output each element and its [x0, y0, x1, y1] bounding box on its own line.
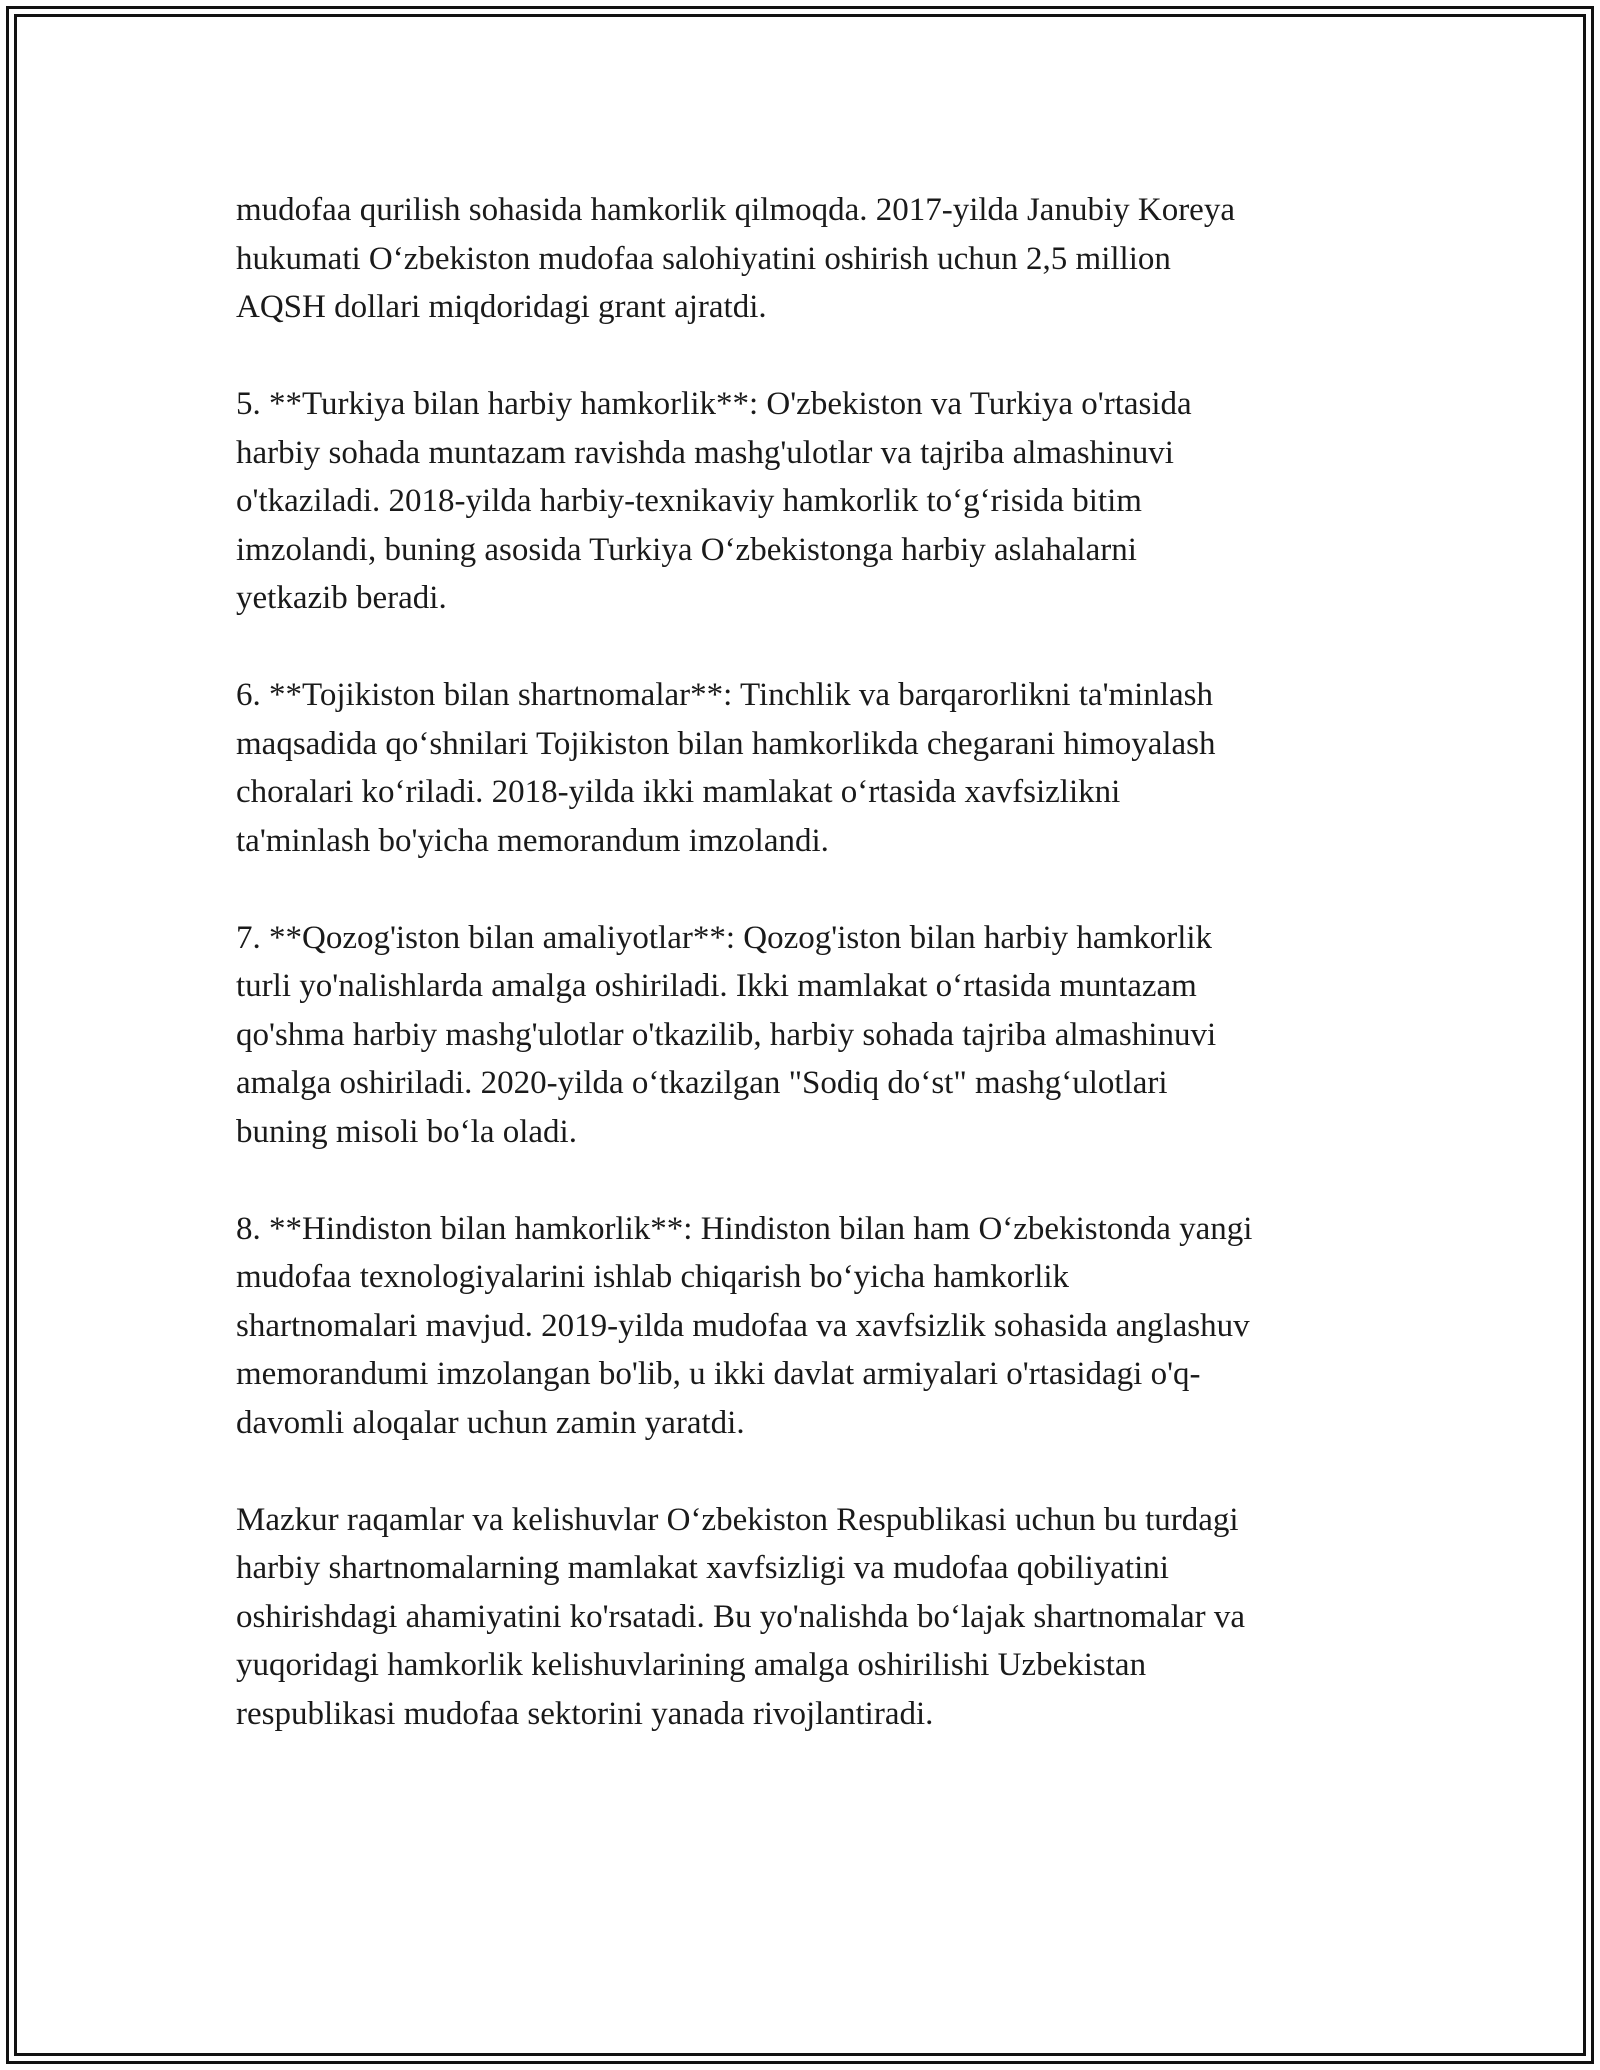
paragraph-korea-grant [236, 186, 1386, 332]
document-body [236, 186, 1386, 1787]
text-line: davomli aloqalar uchun zamin yaratdi. [236, 1404, 745, 1441]
text-line: oshirishdagi ahamiyatini ko'rsatadi. Bu yo'nalishda bo‘lajak shartnomalar va [236, 1598, 1245, 1635]
text-line: qo'shma harbiy mashg'ulotlar o'tkazilib, harbiy sohada tajriba almashinuvi [236, 1016, 1217, 1053]
text-line: turli yo'nalishlarda amalga oshiriladi. Ikki mamlakat o‘rtasida muntazam [236, 968, 1197, 1004]
text-line: buning misoli bo‘la oladi. [236, 1113, 577, 1150]
text-line: amalga oshiriladi. 2020-yilda o‘tkazilgan "Sodiq do‘st" mashg‘ulotlari [236, 1065, 1168, 1101]
paragraph-conclusion [236, 1496, 1386, 1739]
paragraph-kazakhstan [236, 914, 1386, 1157]
paragraph-tajikistan [236, 671, 1386, 865]
text-line: 7. **Qozog'iston bilan amaliyotlar**: Qozog'iston bilan harbiy hamkorlik [236, 919, 1213, 956]
text-line: harbiy sohada muntazam ravishda mashg'ulotlar va tajriba almashinuvi [236, 434, 1174, 471]
text-line: maqsadida qo‘shnilari Tojikiston bilan hamkorlikda chegarani himoyalash [236, 725, 1216, 762]
text-line: yuqoridagi hamkorlik kelishuvlarining amalga oshirilishi Uzbekistan [236, 1647, 1147, 1683]
text-line: Mazkur raqamlar va kelishuvlar O‘zbekiston Respublikasi uchun bu turdagi [236, 1501, 1239, 1538]
text-line: mudofaa texnologiyalarini ishlab chiqarish bo‘yicha hamkorlik [236, 1259, 1070, 1295]
text-line: ta'minlash bo'yicha memorandum imzolandi. [236, 822, 829, 859]
text-line: mudofaa qurilish sohasida hamkorlik qilmoqda. 2017-yilda Janubiy Koreya [236, 192, 1235, 228]
text-line: o'tkaziladi. 2018-yilda harbiy-texnikaviy hamkorlik to‘g‘risida bitim [236, 483, 1142, 519]
text-line: imzolandi, buning asosida Turkiya O‘zbekistonga harbiy aslahalarni [236, 531, 1137, 568]
text-line: hukumati O‘zbekiston mudofaa salohiyatini oshirish uchun 2,5 million [236, 240, 1171, 277]
text-line: 8. **Hindiston bilan hamkorlik**: Hindiston bilan ham O‘zbekistonda yangi [236, 1210, 1253, 1247]
text-line: choralari ko‘riladi. 2018-yilda ikki mamlakat o‘rtasida xavfsizlikni [236, 774, 1121, 810]
paragraph-turkey [236, 380, 1386, 623]
text-line: AQSH dollari miqdoridagi grant ajratdi. [236, 289, 767, 325]
text-line: shartnomalari mavjud. 2019-yilda mudofaa va xavfsizlik sohasida anglashuv [236, 1307, 1250, 1344]
text-line: respublikasi mudofaa sektorini yanada rivojlantiradi. [236, 1695, 934, 1732]
text-line: memorandumi imzolangan bo'lib, u ikki davlat armiyalari o'rtasidagi o'q- [236, 1356, 1201, 1392]
paragraph-india [236, 1205, 1386, 1448]
text-line: harbiy shartnomalarning mamlakat xavfsizligi va mudofaa qobiliyatini [236, 1550, 1169, 1586]
text-line: 5. **Turkiya bilan harbiy hamkorlik**: O'zbekiston va Turkiya o'rtasida [236, 386, 1192, 422]
text-line: yetkazib beradi. [236, 580, 447, 616]
text-line: 6. **Tojikiston bilan shartnomalar**: Tinchlik va barqarorlikni ta'minlash [236, 677, 1214, 713]
